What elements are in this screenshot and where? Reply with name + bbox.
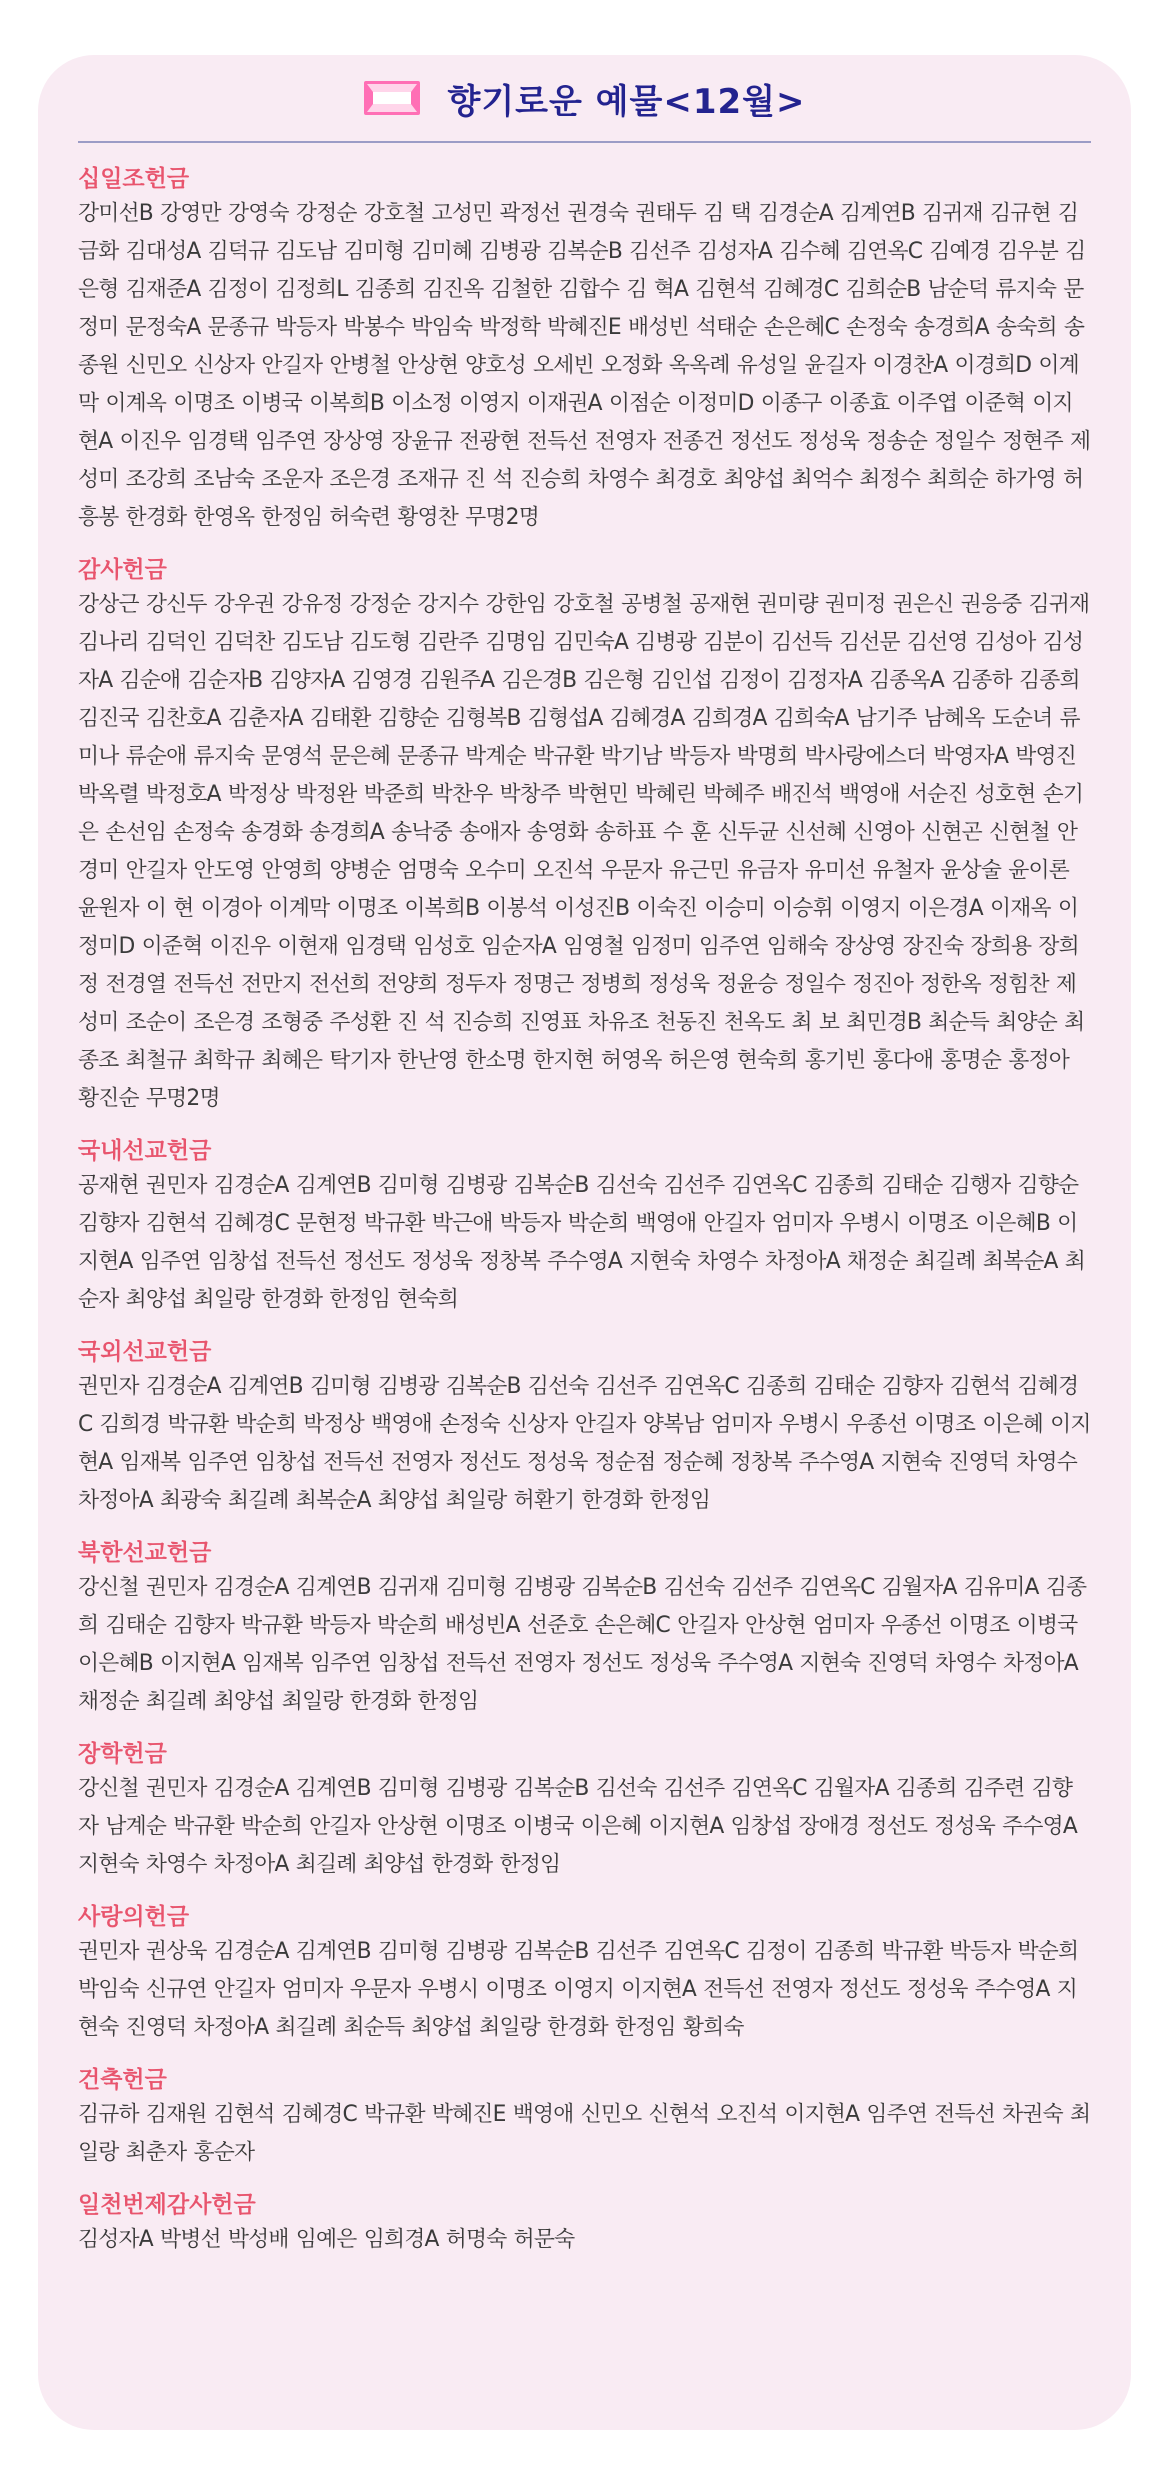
section-building xyxy=(78,2064,1091,2172)
name-list: 권민자 김경순A 김계연B 김미형 김병광 김복순B 김선숙 김선주 김연옥C 김종희 김태순 김향자 김현석 김혜경C 김희경 박규환 박순희 박정상 백영애 손정숙 신상자 안길자 양복남 엄미자 우병시 우종선 이명조 이은혜 이지현A 임재복 임주연 임창섭 전득선 전영자 정선도 정성욱 정순점 정순혜 정창복 주수영A 지현숙 진영덕 차영수 차정아A 최광숙 최길례 최복순A 최양섭 최일랑 허환기 한경화 한정임 xyxy=(78,1374,1091,1513)
name-list: 권민자 권상욱 김경순A 김계연B 김미형 김병광 김복순B 김선주 김연옥C 김정이 김종희 박규환 박등자 박순희 박임숙 신규연 안길자 엄미자 우문자 우병시 이명조 이영지 이지현A 전득선 전영자 정선도 정성욱 주수영A 지현숙 진영덕 차정아A 최길례 최순득 최양섭 최일랑 한경화 한정임 황희숙 xyxy=(78,1939,1079,2040)
section-title: 북한선교헌금 xyxy=(78,1540,212,1566)
section-thousand-offering xyxy=(78,2189,1091,2259)
section-title: 감사헌금 xyxy=(78,557,167,583)
offering-card xyxy=(38,55,1131,2430)
section-title: 일천번제감사헌금 xyxy=(78,2192,256,2218)
name-list: 김성자A 박병선 박성배 임예은 임희경A 허명숙 허문숙 xyxy=(78,2227,575,2252)
section-foreign-mission xyxy=(78,1336,1091,1520)
envelope-icon xyxy=(363,78,421,118)
section-north-korea-mission xyxy=(78,1537,1091,1721)
name-list: 강상근 강신두 강우권 강유정 강정순 강지수 강한임 강호철 공병철 공재현 권미량 권미정 권은신 권응중 김귀재 김나리 김덕인 김덕찬 김도남 김도형 김란주 김명임 김민숙A 김병광 김분이 김선득 김선문 김선영 김성아 김성자A 김순애 김순자B 김양자A 김영경 김원주A 김은경B 김은형 김인섭 김정이 김정자A 김종옥A 김종하 김종희 김진국 김찬호A 김춘자A 김태환 김향순 김형복B 김형섭A 김혜경A 김희경A 김희숙A 남기주 남혜옥 도순녀 류미나 류순애 류지숙 문영석 문은혜 문종규 박계순 박규환 박기남 박등자 박명희 박사랑에스더 박영자A 박영진 박옥렬 박정호A 박정상 박정완 박준희 박찬우 박창주 박현민 박혜린 박혜주 배진석 백영애 서순진 성호현 손기은 손선임 손정숙 송경화 송경희A 송낙중 송애자 송영화 송하표 수 훈 신두균 신선혜 신영아 신현곤 신현철 안경미 안길자 안도영 안영희 양병순 엄명숙 오수미 오진석 우문자 유근민 유금자 유미선 유철자 윤상술 윤이론 윤원자 이 현 이경아 이계막 이명조 이복희B 이봉석 이성진B 이숙진 이승미 이승휘 이영지 이은경A 이재옥 이정미D 이준혁 이진우 이현재 임경택 임성호 임순자A 임영철 임정미 임주연 임해숙 장상영 장진숙 장희용 장희정 전경열 전득선 전만지 전선희 전양희 정두자 정명근 정병희 정성욱 정윤승 정일수 정진아 정한옥 정힘찬 제성미 조순이 조은경 조형중 주성환 진 석 진승희 진영표 차유조 천동진 천옥도 최 보 최민경B 최순득 최양순 최종조 최철규 최학규 최혜은 탁기자 한난영 한소명 한지현 허영옥 허은영 현숙희 홍기빈 홍다애 홍명순 홍정아 황진순 무명2명 xyxy=(78,592,1090,1111)
section-tithe xyxy=(78,163,1091,537)
section-scholarship xyxy=(78,1738,1091,1884)
section-title: 사랑의헌금 xyxy=(78,1904,190,1930)
section-title: 국외선교헌금 xyxy=(78,1339,212,1365)
section-domestic-mission xyxy=(78,1135,1091,1319)
name-list: 강신철 권민자 김경순A 김계연B 김미형 김병광 김복순B 김선숙 김선주 김연옥C 김월자A 김종희 김주련 김향자 남계순 박규환 박순희 안길자 안상현 이명조 이병국 이은혜 이지현A 임창섭 장애경 정선도 정성욱 주수영A 지현숙 차영수 차정아A 최길례 최양섭 한경화 한정임 xyxy=(78,1776,1078,1877)
name-list: 공재현 권민자 김경순A 김계연B 김미형 김병광 김복순B 김선숙 김선주 김연옥C 김종희 김태순 김행자 김향순 김향자 김현석 김혜경C 문현정 박규환 박근애 박등자 박순희 백영애 안길자 엄미자 우병시 이명조 이은혜B 이지현A 임주연 임창섭 전득선 정선도 정성욱 정창복 주수영A 지현숙 차영수 차정아A 채정순 최길례 최복순A 최순자 최양섭 최일랑 한경화 한정임 현숙희 xyxy=(78,1173,1085,1312)
section-love xyxy=(78,1901,1091,2047)
header xyxy=(78,55,1091,141)
section-title: 국내선교헌금 xyxy=(78,1138,212,1164)
name-list: 강신철 권민자 김경순A 김계연B 김귀재 김미형 김병광 김복순B 김선숙 김선주 김연옥C 김월자A 김유미A 김종희 김태순 김향자 박규환 박등자 박순희 배성빈A 선준호 손은혜C 안길자 안상현 엄미자 우종선 이명조 이병국 이은혜B 이지현A 임재복 임주연 임창섭 전득선 전영자 정선도 정성욱 주수영A 지현숙 진영덕 차영수 차정아A 채정순 최길례 최양섭 최일랑 한경화 한정임 xyxy=(78,1575,1087,1714)
title-divider xyxy=(78,141,1091,143)
name-list: 김규하 김재원 김현석 김혜경C 박규환 박혜진E 백영애 신민오 신현석 오진석 이지현A 임주연 전득선 차권숙 최일랑 최춘자 홍순자 xyxy=(78,2102,1091,2165)
name-list: 강미선B 강영만 강영숙 강정순 강호철 고성민 곽정선 권경숙 권태두 김 택 김경순A 김계연B 김귀재 김규현 김금화 김대성A 김덕규 김도남 김미형 김미혜 김병광 김복순B 김선주 김성자A 김수혜 김연옥C 김예경 김우분 김은형 김재준A 김정이 김정희L 김종희 김진옥 김철한 김합수 김 혁A 김현석 김혜경C 김희순B 남순덕 류지숙 문정미 문정숙A 문종규 박등자 박봉수 박임숙 박정학 박혜진E 배성빈 석태순 손은혜C 손정숙 송경희A 송숙희 송종원 신민오 신상자 안길자 안병철 안상현 양호성 오세빈 오정화 옥옥례 유성일 윤길자 이경찬A 이경희D 이계막 이계옥 이명조 이병국 이복희B 이소정 이영지 이재권A 이점순 이정미D 이종구 이종효 이주엽 이준혁 이지현A 이진우 임경택 임주연 장상영 장윤규 전광현 전득선 전영자 전종건 정선도 정성욱 정송순 정일수 정현주 제성미 조강희 조남숙 조운자 조은경 조재규 진 석 진승희 차영수 최경호 최양섭 최억수 최정수 최희순 하가영 허흥봉 한경화 한영옥 한정임 허숙련 황영찬 무명2명 xyxy=(78,201,1091,530)
section-thanksgiving xyxy=(78,554,1091,1118)
section-title: 장학헌금 xyxy=(78,1741,167,1767)
page-title: 향기로운 예물<12월> xyxy=(447,81,806,122)
section-title: 건축헌금 xyxy=(78,2067,167,2093)
section-title: 십일조헌금 xyxy=(78,166,190,192)
